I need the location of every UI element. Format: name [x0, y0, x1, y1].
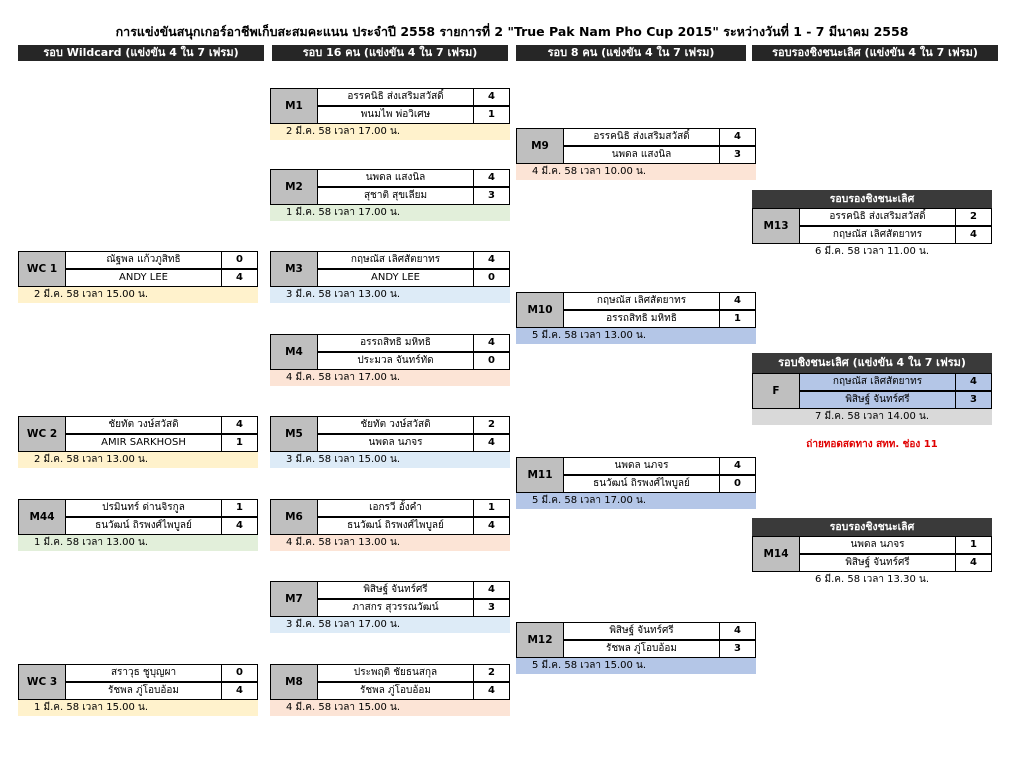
- player-name: ประพฤติ ชัยธนสกุล: [318, 665, 474, 681]
- match-label: WC 2: [18, 416, 66, 452]
- match-m10: [516, 292, 756, 344]
- player-score: 1: [488, 109, 495, 120]
- match-m1: [270, 88, 510, 140]
- player-name: นพดล แสงนิล: [318, 170, 474, 186]
- player-row: [564, 310, 756, 328]
- match-label: M12: [516, 622, 564, 658]
- match-date: 4 มี.ค. 58 เวลา 13.00 น.: [270, 535, 510, 551]
- player-score: 1: [236, 502, 243, 513]
- player-row: [318, 251, 510, 269]
- broadcast-note: ถ่ายทอดสดทาง สทท. ช่อง 11: [806, 439, 938, 450]
- match-wc1: [18, 251, 258, 303]
- match-date: 3 มี.ค. 58 เวลา 17.00 น.: [270, 617, 510, 633]
- player-score: 3: [488, 190, 495, 201]
- player-row: [318, 169, 510, 187]
- round-header-wildcard: รอบ Wildcard (แข่งขัน 4 ใน 7 เฟรม): [18, 45, 264, 61]
- player-name: กฤษณัส เลิศสัตยาทร: [564, 293, 720, 309]
- player-row: [318, 434, 510, 452]
- match-m4: [270, 334, 510, 386]
- player-name: ภาสกร สุวรรณวัฒน์: [318, 600, 474, 616]
- match-m11: [516, 457, 756, 509]
- match-label: WC 1: [18, 251, 66, 287]
- player-name: อรรคนิธิ ส่งเสริมสวัสดิ์: [800, 209, 956, 225]
- player-score: 4: [488, 172, 495, 183]
- player-name: รัชพล ภู่โอบอ้อม: [318, 683, 474, 699]
- player-name: สราวุธ ชูบุญผา: [66, 665, 222, 681]
- match-label: M11: [516, 457, 564, 493]
- player-name: AMIR SARKHOSH: [66, 435, 222, 451]
- match-label: WC 3: [18, 664, 66, 700]
- match-wc2: [18, 416, 258, 468]
- player-score: 1: [970, 539, 977, 550]
- match-date: 4 มี.ค. 58 เวลา 15.00 น.: [270, 700, 510, 716]
- player-row: [66, 416, 258, 434]
- player-score: 3: [488, 602, 495, 613]
- match-date: 6 มี.ค. 58 เวลา 13.30 น.: [814, 574, 930, 585]
- player-row: [318, 517, 510, 535]
- match-wc3: [18, 664, 258, 716]
- match-m9: [516, 128, 756, 180]
- player-row: [800, 536, 992, 554]
- player-score: 0: [488, 272, 495, 283]
- player-row: [318, 187, 510, 205]
- player-row: [66, 251, 258, 269]
- player-score: 4: [970, 229, 977, 240]
- match-label: M7: [270, 581, 318, 617]
- match-m5: [270, 416, 510, 468]
- match-label: M2: [270, 169, 318, 205]
- round-header-semifinal: รอบรองชิงชนะเลิศ (แข่งขัน 4 ใน 7 เฟรม): [752, 45, 998, 61]
- semifinal-header: รอบรองชิงชนะเลิศ: [752, 518, 992, 536]
- player-score: 4: [970, 557, 977, 568]
- match-m13: [752, 190, 992, 262]
- player-row: [318, 352, 510, 370]
- player-name: อรรถสิทธิ มหิทธิ: [318, 335, 474, 351]
- player-name: ANDY LEE: [66, 270, 222, 286]
- match-label: M3: [270, 251, 318, 287]
- match-m7: [270, 581, 510, 633]
- player-score: 4: [488, 254, 495, 265]
- player-score: 4: [970, 376, 977, 387]
- player-row: [564, 475, 756, 493]
- player-row: [564, 128, 756, 146]
- player-row: [564, 292, 756, 310]
- player-row: [66, 682, 258, 700]
- player-row: [318, 416, 510, 434]
- match-date: 1 มี.ค. 58 เวลา 17.00 น.: [270, 205, 510, 221]
- player-row: [318, 682, 510, 700]
- player-score: 4: [488, 685, 495, 696]
- player-row: [564, 457, 756, 475]
- player-name: ธนวัฒน์ ถิรพงศ์ไพบูลย์: [318, 518, 474, 534]
- match-label: M10: [516, 292, 564, 328]
- match-date: 1 มี.ค. 58 เวลา 15.00 น.: [18, 700, 258, 716]
- match-label: M1: [270, 88, 318, 124]
- match-m44: [18, 499, 258, 551]
- player-name: กฤษณัส เลิศสัตยาทร: [800, 374, 956, 390]
- match-date: 2 มี.ค. 58 เวลา 17.00 น.: [270, 124, 510, 140]
- player-name: ชัยทัต วงษ์สวัสดิ: [66, 417, 222, 433]
- player-name: สุชาติ สุขเลียม: [318, 188, 474, 204]
- round-header-last16: รอบ 16 คน (แข่งขัน 4 ใน 7 เฟรม): [272, 45, 508, 61]
- player-score: 2: [970, 211, 977, 222]
- match-date: 3 มี.ค. 58 เวลา 15.00 น.: [270, 452, 510, 468]
- player-name: เอกรวี อั้งคำ: [318, 500, 474, 516]
- player-name: รัชพล ภู่โอบอ้อม: [66, 683, 222, 699]
- player-score: 3: [970, 394, 977, 405]
- player-name: ณัฐพล แก้วภูสิทธิ: [66, 252, 222, 268]
- player-name: พิสิษฐ์ จันทร์ศรี: [800, 555, 956, 571]
- match-label: M8: [270, 664, 318, 700]
- player-score: 2: [488, 667, 495, 678]
- player-row: [800, 226, 992, 244]
- player-name: กฤษณัส เลิศสัตยาทร: [318, 252, 474, 268]
- player-name: ปรมินทร์ ด่านจิรกูล: [66, 500, 222, 516]
- player-score: 4: [734, 131, 741, 142]
- player-score: 1: [734, 313, 741, 324]
- match-label: M44: [18, 499, 66, 535]
- player-score: 4: [488, 91, 495, 102]
- player-score: 4: [236, 520, 243, 531]
- player-row: [318, 581, 510, 599]
- player-name: ANDY LEE: [318, 270, 474, 286]
- player-score: 1: [488, 502, 495, 513]
- match-date: 2 มี.ค. 58 เวลา 15.00 น.: [18, 287, 258, 303]
- match-label: M9: [516, 128, 564, 164]
- match-date: 1 มี.ค. 58 เวลา 13.00 น.: [18, 535, 258, 551]
- player-name: พนมไพ พ่อวิเศษ: [318, 107, 474, 123]
- player-score: 4: [488, 584, 495, 595]
- player-row: [318, 106, 510, 124]
- player-name: ธนวัฒน์ ถิรพงศ์ไพบูลย์: [564, 476, 720, 492]
- player-score: 0: [236, 667, 243, 678]
- player-score: 4: [236, 419, 243, 430]
- player-name: ธนวัฒน์ ถิรพงศ์ไพบูลย์: [66, 518, 222, 534]
- match-final: [752, 353, 992, 437]
- match-label: M14: [752, 536, 800, 572]
- player-score: 4: [488, 337, 495, 348]
- player-row: [318, 599, 510, 617]
- player-score: 4: [236, 685, 243, 696]
- player-row: [66, 434, 258, 452]
- player-name: อรรถสิทธิ มหิทธิ: [564, 311, 720, 327]
- match-m2: [270, 169, 510, 221]
- player-row: [800, 373, 992, 391]
- player-score: 4: [488, 520, 495, 531]
- player-score: 4: [236, 272, 243, 283]
- player-name: นพดล นภจร: [800, 537, 956, 553]
- player-row: [564, 622, 756, 640]
- match-date: 7 มี.ค. 58 เวลา 14.00 น.: [752, 409, 992, 425]
- player-row: [318, 88, 510, 106]
- player-score: 0: [734, 478, 741, 489]
- player-row: [318, 499, 510, 517]
- player-score: 4: [734, 460, 741, 471]
- match-m3: [270, 251, 510, 303]
- match-date: 4 มี.ค. 58 เวลา 10.00 น.: [516, 164, 756, 180]
- player-row: [66, 499, 258, 517]
- match-date: 5 มี.ค. 58 เวลา 15.00 น.: [516, 658, 756, 674]
- player-row: [564, 640, 756, 658]
- match-label: M13: [752, 208, 800, 244]
- player-row: [564, 146, 756, 164]
- player-row: [66, 269, 258, 287]
- player-score: 2: [488, 419, 495, 430]
- player-score: 4: [734, 295, 741, 306]
- round-header-last8: รอบ 8 คน (แข่งขัน 4 ใน 7 เฟรม): [516, 45, 746, 61]
- match-m6: [270, 499, 510, 551]
- match-date: 3 มี.ค. 58 เวลา 13.00 น.: [270, 287, 510, 303]
- player-row: [318, 334, 510, 352]
- player-name: ประมวล จันทร์ทัด: [318, 353, 474, 369]
- player-row: [318, 664, 510, 682]
- page-title: การแข่งขันสนุกเกอร์อาชีพเก็บสะสมคะแนน ประจำปี 2558 รายการที่ 2 "True Pak Nam Pho Cup 2015" ระหว่างวันที่ 1 - 7 มีนาคม 2558: [115, 24, 909, 39]
- player-name: รัชพล ภู่โอบอ้อม: [564, 641, 720, 657]
- semifinal-header: รอบรองชิงชนะเลิศ: [752, 190, 992, 208]
- match-date: 4 มี.ค. 58 เวลา 17.00 น.: [270, 370, 510, 386]
- player-name: อรรคนิธิ ส่งเสริมสวัสดิ์: [318, 89, 474, 105]
- player-name: กฤษณัส เลิศสัตยาทร: [800, 227, 956, 243]
- match-date: 5 มี.ค. 58 เวลา 13.00 น.: [516, 328, 756, 344]
- player-name: พิสิษฐ์ จันทร์ศรี: [318, 582, 474, 598]
- match-date: 6 มี.ค. 58 เวลา 11.00 น.: [814, 246, 930, 257]
- match-label: F: [752, 373, 800, 409]
- player-row: [66, 664, 258, 682]
- player-row: [800, 554, 992, 572]
- player-score: 1: [236, 437, 243, 448]
- match-date: 5 มี.ค. 58 เวลา 17.00 น.: [516, 493, 756, 509]
- final-header: รอบชิงชนะเลิศ (แข่งขัน 4 ใน 7 เฟรม): [752, 353, 992, 373]
- player-name: ชัยทัต วงษ์สวัสดิ: [318, 417, 474, 433]
- match-label: M6: [270, 499, 318, 535]
- match-label: M4: [270, 334, 318, 370]
- player-score: 0: [488, 355, 495, 366]
- match-label: M5: [270, 416, 318, 452]
- match-m14: [752, 518, 992, 590]
- player-name: พิสิษฐ์ จันทร์ศรี: [564, 623, 720, 639]
- player-name: นพดล นภจร: [318, 435, 474, 451]
- player-score: 4: [734, 625, 741, 636]
- player-row: [66, 517, 258, 535]
- player-score: 0: [236, 254, 243, 265]
- player-name: พิสิษฐ์ จันทร์ศรี: [800, 392, 956, 408]
- match-date: 2 มี.ค. 58 เวลา 13.00 น.: [18, 452, 258, 468]
- player-name: อรรคนิธิ ส่งเสริมสวัสดิ์: [564, 129, 720, 145]
- player-score: 3: [734, 643, 741, 654]
- match-m12: [516, 622, 756, 674]
- player-name: นพดล นภจร: [564, 458, 720, 474]
- player-row: [800, 208, 992, 226]
- player-score: 3: [734, 149, 741, 160]
- player-row: [800, 391, 992, 409]
- match-m8: [270, 664, 510, 716]
- player-score: 4: [488, 437, 495, 448]
- player-row: [318, 269, 510, 287]
- player-name: นพดล แสงนิล: [564, 147, 720, 163]
